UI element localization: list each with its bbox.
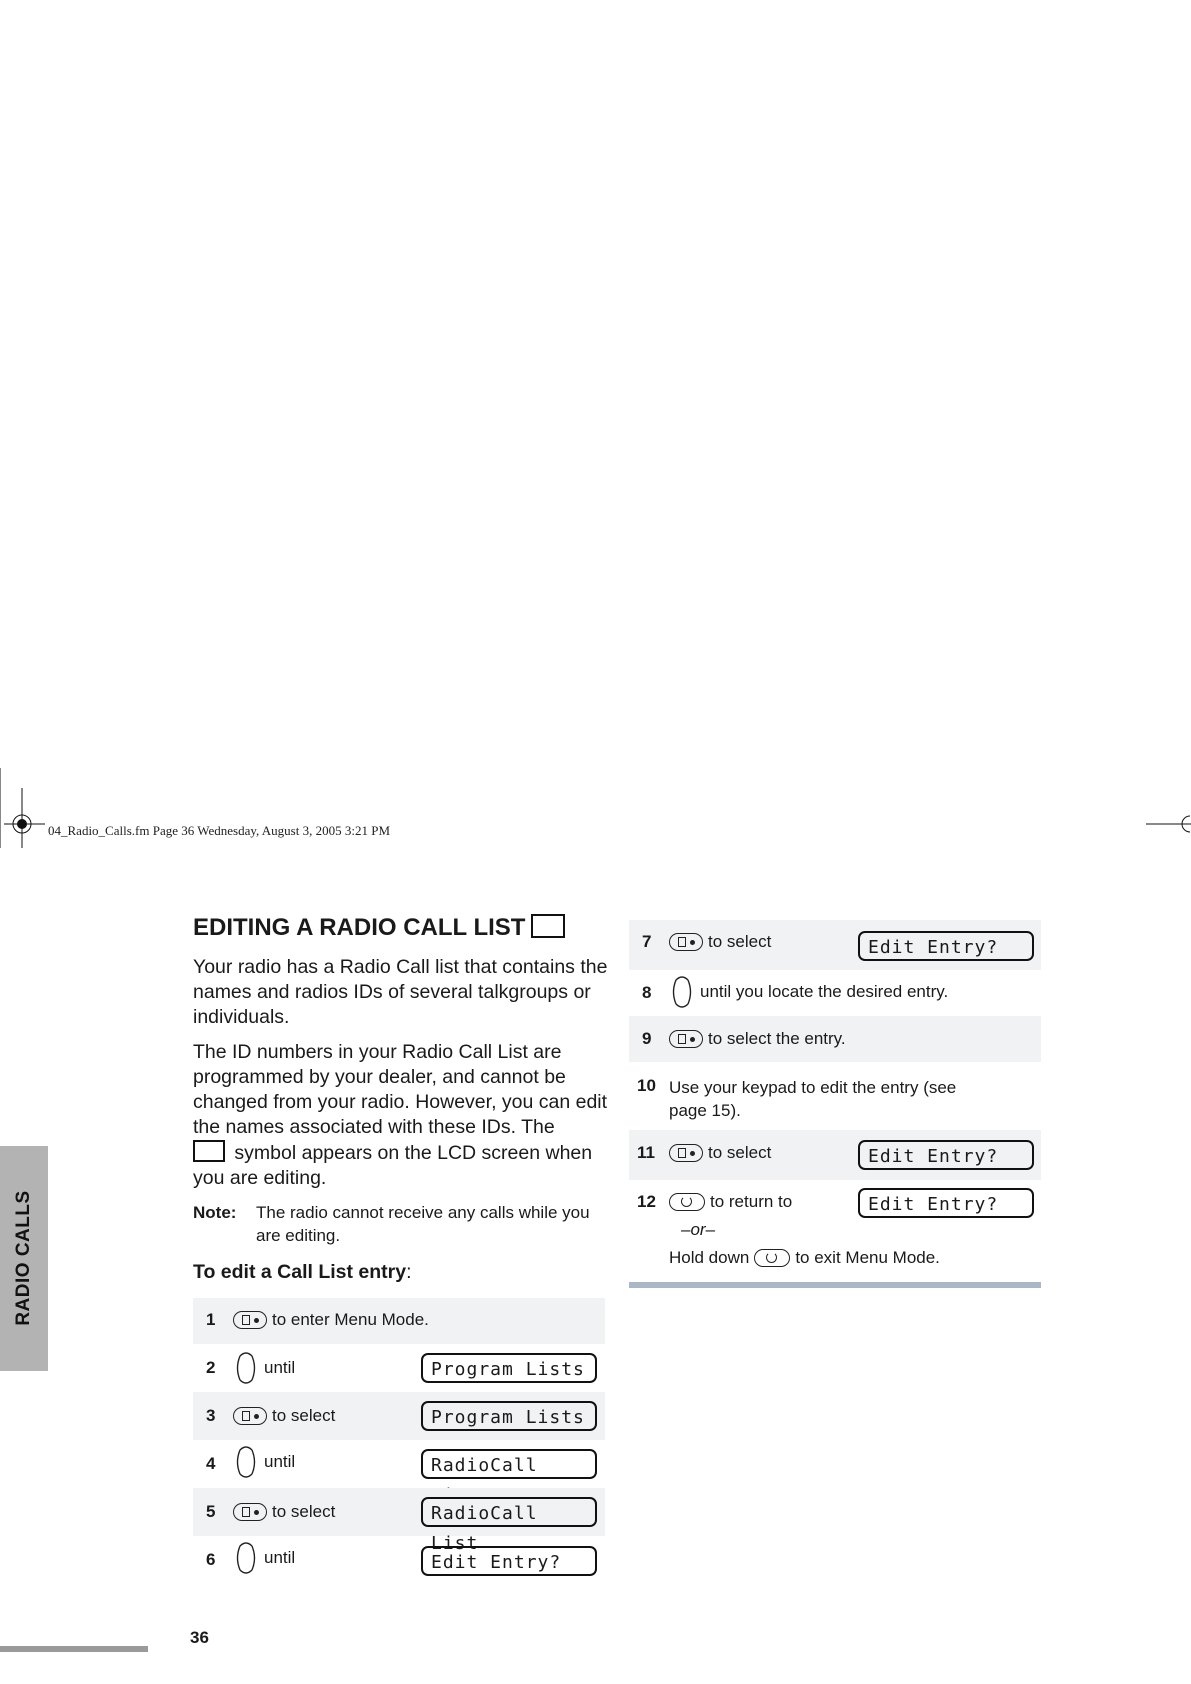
menu-ok-button-icon: [669, 1030, 703, 1048]
step-text: to exit Menu Mode.: [795, 1248, 940, 1267]
back-home-button-icon: [669, 1193, 705, 1211]
step-number: 6: [206, 1550, 216, 1569]
step-text: to select the entry.: [708, 1029, 846, 1048]
menu-ok-button-icon: [669, 933, 703, 951]
lcd-display: RadioCall List: [421, 1497, 597, 1527]
page-number: 36: [190, 1628, 209, 1647]
step-row: [629, 1016, 1041, 1062]
menu-ok-button-icon: [233, 1311, 267, 1329]
lcd-display: Edit Entry?: [858, 1188, 1034, 1218]
step-text: until: [264, 1358, 296, 1377]
steps-table-left: [193, 1298, 605, 1588]
registration-mark-right: [1146, 800, 1191, 850]
step-text: until: [264, 1452, 296, 1471]
edit-symbol-icon: [531, 914, 565, 938]
print-header: 04_Radio_Calls.fm Page 36 Wednesday, August 3, 2005 3:21 PM: [48, 823, 390, 838]
lcd-display: Program Lists: [421, 1401, 597, 1431]
step-number: 4: [206, 1454, 216, 1473]
lcd-display: Edit Entry?: [858, 1140, 1034, 1170]
step-number: 2: [206, 1358, 216, 1377]
back-home-button-icon: [754, 1249, 790, 1267]
bottom-bar: [0, 1646, 148, 1652]
step-row: [629, 920, 1041, 970]
navigation-arrow-icon: [669, 974, 695, 1010]
step-text: to select: [272, 1502, 336, 1521]
navigation-arrow-icon: [233, 1444, 259, 1480]
step-text: Use your keypad to edit the entry (see: [669, 1078, 957, 1097]
or-separator: –or–: [681, 1220, 716, 1239]
step-row: [193, 1440, 605, 1488]
step-row: [193, 1536, 605, 1586]
menu-ok-button-icon: [669, 1144, 703, 1162]
intro-paragraph-2-text: The ID numbers in your Radio Call List are programmed by your dealer, and cannot be changed from your radio. However, you can edit the names associated with these IDs. The: [193, 1041, 608, 1138]
intro-paragraph-1: Your radio has a Radio Call list that contains the names and radios IDs of several talkgroups or individuals.: [193, 956, 608, 1028]
step-text: to select: [708, 932, 772, 951]
procedure-heading-text: To edit a Call List entry: [193, 1261, 407, 1283]
step-row: [629, 1180, 1041, 1278]
step-number: 3: [206, 1406, 216, 1425]
step-row: [193, 1488, 605, 1554]
side-tab: [0, 1146, 48, 1371]
menu-ok-button-icon: [233, 1407, 267, 1425]
note: [193, 1201, 613, 1247]
step-row: [193, 1392, 605, 1440]
procedure-heading: [193, 1261, 412, 1284]
step-number: 7: [642, 932, 652, 951]
note-label: Note:: [193, 1203, 237, 1222]
step-row: [193, 1298, 605, 1344]
step-text: page 15).: [669, 1101, 741, 1120]
section-title: [193, 914, 565, 942]
step-text: until: [264, 1548, 296, 1567]
step-number: 9: [642, 1029, 652, 1048]
step-row: [629, 970, 1041, 1016]
edit-symbol-icon: [193, 1140, 225, 1162]
step-text: to select: [272, 1406, 336, 1425]
note-text: The radio cannot receive any calls while you are editing.: [256, 1203, 590, 1245]
step-text: to enter Menu Mode.: [272, 1310, 429, 1329]
step-number: 1: [206, 1310, 216, 1329]
step-row: [629, 1062, 1041, 1130]
lcd-display: RadioCall: [421, 1449, 597, 1479]
section-title-text: EDITING A RADIO CALL LIST: [193, 914, 526, 941]
navigation-arrow-icon: [233, 1540, 259, 1576]
lcd-display: Edit Entry?: [858, 931, 1034, 961]
side-tab-label: RADIO CALLS: [13, 1190, 34, 1326]
step-number: 8: [642, 983, 652, 1002]
step-number: 12: [637, 1192, 656, 1211]
step-text: Hold down: [669, 1248, 750, 1267]
menu-ok-button-icon: [233, 1503, 267, 1521]
step-text: to select: [708, 1143, 772, 1162]
step-row: [193, 1344, 605, 1392]
step-text: until you locate the desired entry.: [700, 982, 949, 1001]
lcd-display: Program Lists: [421, 1353, 597, 1383]
step-text: to return to: [710, 1192, 793, 1211]
table-end-bar: [629, 1282, 1041, 1288]
navigation-arrow-icon: [233, 1350, 259, 1386]
lcd-display: Edit Entry?: [421, 1546, 597, 1576]
intro-paragraph-2-tail: symbol appears on the LCD screen when you are editing.: [193, 1142, 593, 1189]
step-number: 5: [206, 1502, 216, 1521]
step-row: [629, 1130, 1041, 1180]
procedure-heading-colon: :: [406, 1261, 412, 1283]
step-number: 11: [637, 1143, 655, 1162]
step-number: 10: [637, 1076, 656, 1095]
steps-table-right: [629, 920, 1041, 1290]
intro-paragraph-2: [193, 1040, 613, 1191]
